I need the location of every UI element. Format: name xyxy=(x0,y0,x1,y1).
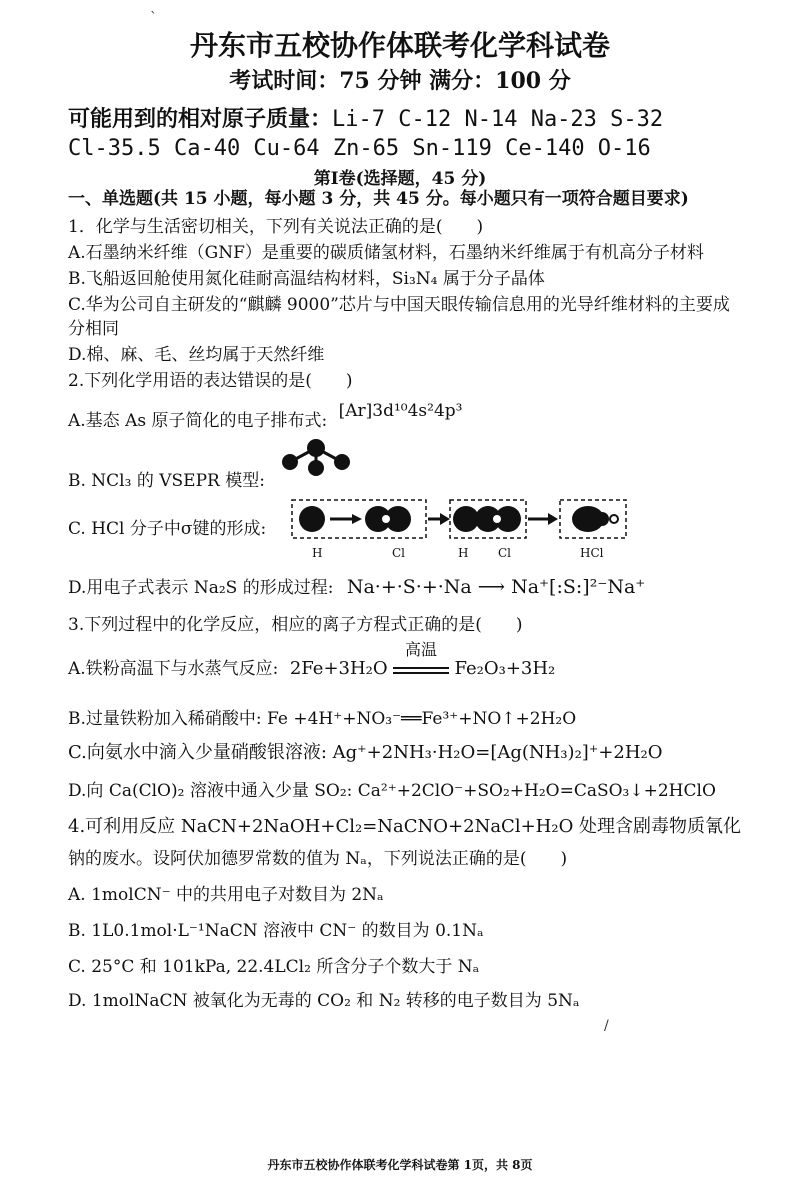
q2-option-d xyxy=(68,576,645,599)
q2-option-b-label: B. NCl₃ 的 VSEPR 模型: xyxy=(68,471,265,491)
vsepr-model-figure xyxy=(276,436,356,480)
atom-label-hcl: HCl xyxy=(580,546,604,560)
q4-stem-line1: 4.可利用反应 NaCN+2NaOH+Cl₂=NaCNO+2NaCl+H₂O 处理含剧毒物质氰化 xyxy=(68,816,742,837)
q3-option-a-right: Fe₂O₃+3H₂ xyxy=(454,658,556,679)
q1-stem: 1．化学与生活密切相关，下列有关说法正确的是( ) xyxy=(68,217,484,237)
q3-option-a xyxy=(68,640,556,680)
q3-option-c: C.向氨水中滴入少量硝酸银溶液: Ag⁺+2NH₃·H₂O=[Ag(NH₃)₂]⁺+2H₂O xyxy=(68,742,663,763)
exam-time-and-score: 考试时间：75 分钟 满分：100 分 xyxy=(229,68,571,94)
exam-title: 丹东市五校协作体联考化学科试卷 xyxy=(189,29,610,62)
q3-option-a-label: A.铁粉高温下与水蒸气反应: xyxy=(68,659,279,679)
atom-label-cl-1: Cl xyxy=(392,546,406,560)
q2-option-a-formula: [Ar]3d¹⁰4s²4p³ xyxy=(338,401,463,421)
atomic-mass-label: 可能用到的相对原子质量： xyxy=(68,107,333,132)
section-instruction: 一、单选题(共 15 小题，每小题 3 分，共 45 分。每小题只有一项符合题目要求) xyxy=(68,189,689,209)
q4-option-d: D. 1molNaCN 被氧化为无毒的 CO₂ 和 N₂ 转移的电子数目为 5Nₐ xyxy=(68,991,580,1011)
q3-option-d: D.向 Ca(ClO)₂ 溶液中通入少量 SO₂: Ca²⁺+2ClO⁻+SO₂+H₂O=CaSO₃↓+2HClO xyxy=(68,781,716,801)
q2-option-d-label: D.用电子式表示 Na₂S 的形成过程: xyxy=(68,578,334,598)
q2-option-c-label: C. HCl 分子中σ键的形成: xyxy=(68,519,267,539)
atom-label-h-2: H xyxy=(458,546,469,560)
section-title: 第Ⅰ卷(选择题，45 分) xyxy=(313,169,487,189)
atom-label-h-1: H xyxy=(312,546,323,560)
q3-option-b: B.过量铁粉加入稀硝酸中: Fe +4H⁺+NO₃⁻══Fe³⁺+NO↑+2H₂O xyxy=(68,709,577,729)
q4-option-b: B. 1L0.1mol·L⁻¹NaCN 溶液中 CN⁻ 的数目为 0.1Nₐ xyxy=(68,921,484,941)
scan-mark: ˋ xyxy=(150,10,157,26)
q3-option-a-left: 2Fe+3H₂O xyxy=(289,658,388,679)
sigma-bond-formation-figure xyxy=(290,498,630,548)
sigma-bond-atom-labels xyxy=(304,546,644,562)
atomic-mass-line-2: Cl-35.5 Ca-40 Cu-64 Zn-65 Sn-119 Ce-140 O-16 xyxy=(68,136,651,161)
q4-stem-line2: 钠的废水。设阿伏加德罗常数的值为 Nₐ，下列说法正确的是( ) xyxy=(68,849,568,869)
scan-mark-2: / xyxy=(604,1018,609,1034)
q2-stem: 2.下列化学用语的表达错误的是( ) xyxy=(68,371,353,391)
q2-option-d-formula: Na·+·S·+·Na ⟶ Na⁺[:S:]²⁻Na⁺ xyxy=(346,576,646,598)
q1-option-d: D.棉、麻、毛、丝均属于天然纤维 xyxy=(68,345,325,365)
page-footer: 丹东市五校协作体联考化学科试卷第 1页，共 8页 xyxy=(267,1158,533,1172)
equals-sign-icon xyxy=(393,667,449,674)
q1-option-a: A.石墨纳米纤维（GNF）是重要的碳质储氢材料，石墨纳米纤维属于有机高分子材料 xyxy=(68,243,704,263)
atomic-mass-values-1: Li-7 C-12 N-14 Na-23 S-32 xyxy=(332,107,664,132)
q3-reaction-arrow xyxy=(393,640,449,674)
q2-option-a xyxy=(68,401,463,432)
q1-option-c-line2: 分相同 xyxy=(68,319,119,339)
q3-reaction-condition: 高温 xyxy=(405,640,438,659)
q1-option-c-line1: C.华为公司自主研发的“麒麟 9000”芯片与中国天眼传输信息用的光导纤维材料的主要成 xyxy=(68,295,730,315)
q1-option-b: B.飞船返回舱使用氮化硅耐高温结构材料，Si₃N₄ 属于分子晶体 xyxy=(68,269,545,289)
q4-option-c: C. 25°C 和 101kPa, 22.4LCl₂ 所含分子个数大于 Nₐ xyxy=(68,957,480,977)
atom-label-cl-2: Cl xyxy=(498,546,512,560)
q3-stem: 3.下列过程中的化学反应，相应的离子方程式正确的是( ) xyxy=(68,615,523,635)
q2-option-a-label: A.基态 As 原子简化的电子排布式: xyxy=(68,411,328,431)
atomic-mass-line-1 xyxy=(68,102,663,133)
q4-option-a: A. 1molCN⁻ 中的共用电子对数目为 2Nₐ xyxy=(68,885,384,905)
